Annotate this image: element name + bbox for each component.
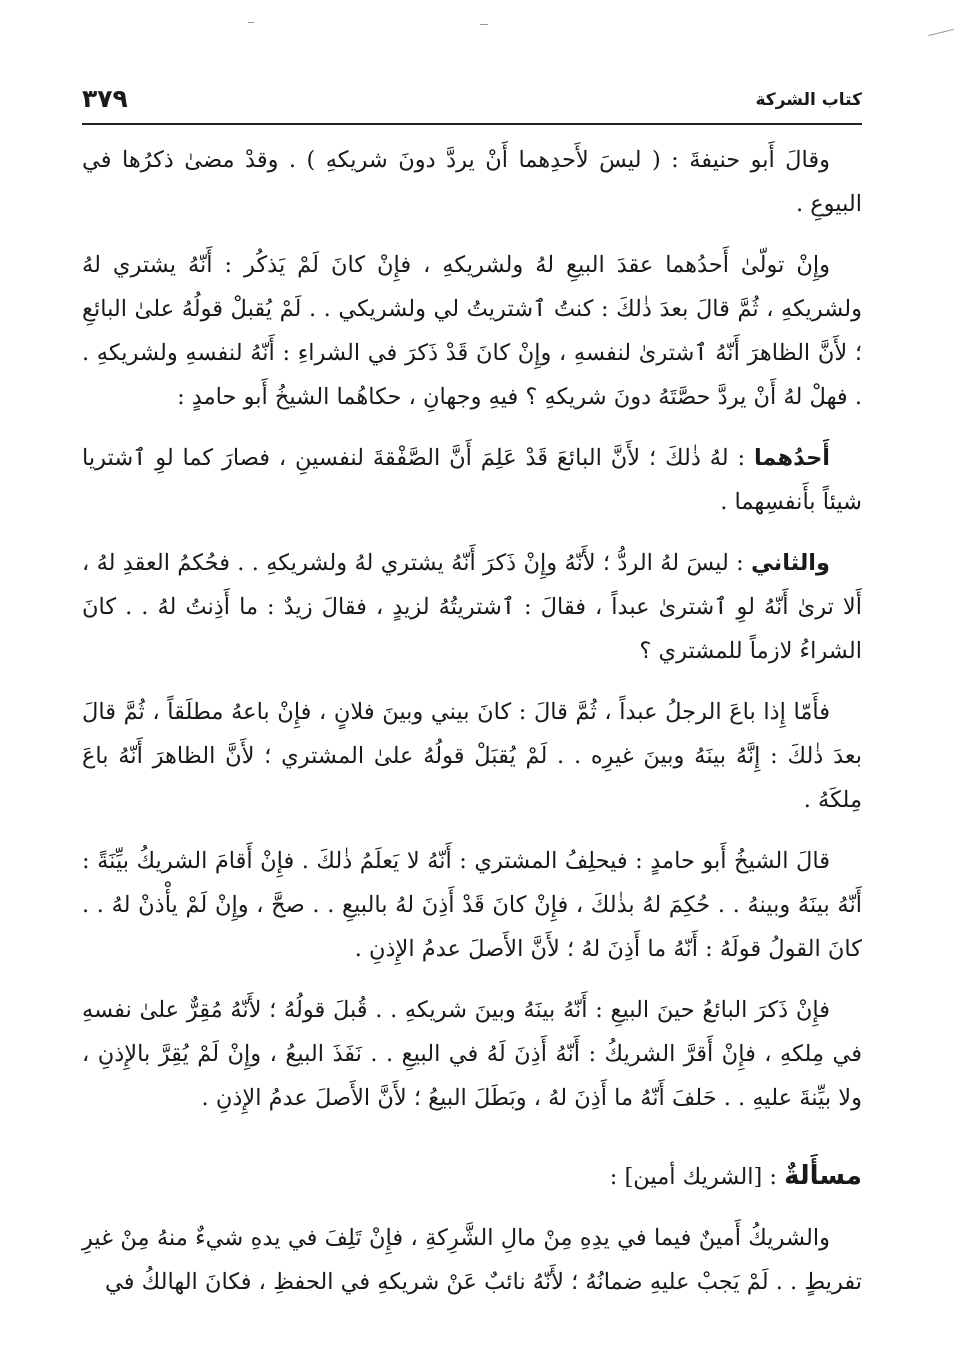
paragraph	[82, 690, 862, 822]
paragraph-text: فإِنْ ذَكرَ البائعُ حينَ البيعِ : أَنّهُ بينَهُ وبينَ شريكهِ . . قُبلَ قولُهُ ؛ لأَنّهُ مُقِرٌّ علىٰ نفسهِ في مِلكهِ ، فإِنْ أَقرَّ الشريكُ : أَنّهُ أَذِنَ لَهُ في البيعِ . . نَفَذَ البيعُ ، وإِنْ لَمْ يُقِرَّ بالإِذنِ ، ولا بيِّنةَ عليهِ . . حَلفَ أَنّهُ ما أَذِنَ لهُ ، وبَطَلَ البيعُ ؛ لأَنَّ الأَصلَ عدمُ الإِذنِ .	[82, 997, 862, 1111]
page-body	[82, 138, 862, 1321]
running-title: كتاب الشركة	[755, 90, 862, 110]
scan-artifact	[480, 24, 488, 25]
paragraph-lead: أَحدُهما	[753, 445, 830, 471]
paragraph	[82, 541, 862, 673]
paragraph	[82, 138, 862, 226]
paragraph	[82, 243, 862, 419]
paragraph	[82, 436, 862, 524]
page-header	[82, 84, 862, 122]
paragraph-text: وإِنْ تولّىٰ أَحدُهما عقدَ البيعِ لهُ ولشريكهِ ، فإِنْ كانَ لَمْ يَذكُر : أَنّهُ يشتري لهُ ولشريكهِ ، ثُمَّ قالَ بعدَ ذٰلكَ : كنتُ ٱشتريتُ لي ولشريكي . . لَمْ يُقبلْ قولُهُ علىٰ البائعِ ؛ لأَنَّ الظاهرَ أَنّهُ ٱشترىٰ لنفسهِ ، وإِنْ كانَ قَدْ ذَكرَ في الشراءِ : أَنّهُ لنفسهِ ولشريكهِ . . فهلْ لهُ أَنْ يردَّ حصَّتَهُ دونَ شريكهِ ؟ فيهِ وجهانِ ، حكاهُما الشيخُ أَبو حامدٍ :	[82, 252, 862, 410]
issue-title: : [الشريك أمين] :	[609, 1164, 785, 1190]
scan-artifact	[248, 22, 254, 23]
paragraph-text: والشريكُ أَمينٌ فيما في يدِهِ مِنْ مالِ الشَّرِكةِ ، فإِنْ تَلِفَ في يدهِ شيءٌ منهُ مِنْ غيرِ تفريطٍ . . لَمْ يَجبْ عليهِ ضمانُهُ ؛ لأَنّهُ نائبٌ عَنْ شريكهِ في الحفظِ ، فكانَ الهالكُ في	[82, 1225, 862, 1295]
issue-heading	[82, 1154, 862, 1199]
paragraph	[82, 1216, 862, 1304]
paragraph-text: : لهُ ذٰلكَ ؛ لأَنَّ البائعَ قَدْ عَلِمَ أَنَّ الصَّفْقةَ لنفسينِ ، فصارَ كما لوِ ٱشتريا شيئاً بأَنفسِهما .	[82, 445, 862, 515]
scan-artifact	[928, 29, 953, 36]
paragraph-text: فأَمّا إِذا باعَ الرجلُ عبداً ، ثُمَّ قالَ : كانَ بيني وبينَ فلانٍ ، فإِنْ باعهُ مطلَقاً ، ثُمَّ قالَ بعدَ ذٰلكَ : إِنَّهُ بينَهُ وبينَ غيرِه . . لَمْ يُقبَلْ قولُهُ علىٰ المشتري ؛ لأَنَّ الظاهرَ أَنّهُ باعَ مِلكَهُ .	[82, 699, 862, 813]
paragraph	[82, 988, 862, 1120]
paragraph-text: : ليسَ لهُ الردُّ ؛ لأَنّهُ وإِنْ ذَكرَ أَنّهُ يشتري لهُ ولشريكهِ . . فحُكمُ العقدِ لهُ ، أَلا ترىٰ أَنّهُ لوِ ٱشترىٰ عبداً ، فقالَ : ٱشتريتُهُ لزيدٍ ، فقالَ زيدٌ : ما أَذِنتُ لهُ . . كانَ الشراءُ لازماً للمشتري ؟	[82, 550, 862, 664]
paragraph	[82, 839, 862, 971]
paragraph-text: قالَ الشيخُ أَبو حامدٍ : فيحلِفُ المشتري : أَنّهُ لا يَعلَمُ ذٰلكَ . فإِنْ أَقامَ الشريكُ بيِّنَةً : أَنّهُ بينَهُ وبينهُ . . حُكِمَ لهُ بذٰلكَ ، فإِنْ كانَ قَدْ أَذِنَ لهُ بالبيعِ . . صحَّ ، وإِنْ لَمْ يأْذنْ لهُ . . كانَ القولُ قولَهُ : أَنّهُ ما أَذِنَ لهُ ؛ لأَنَّ الأَصلَ عدمُ الإِذنِ .	[82, 848, 862, 962]
paragraph-lead: والثاني	[751, 550, 830, 576]
paragraph-text: وقالَ أَبو حنيفةَ : ( ليسَ لأَحدِهما أَنْ يردَّ دونَ شريكهِ ) . وقدْ مضىٰ ذكرُها في البيوعِ .	[82, 147, 862, 217]
page-number: ٣٧٩	[82, 84, 128, 113]
header-rule	[82, 123, 862, 125]
issue-label: مسأَلةٌ	[784, 1161, 862, 1191]
